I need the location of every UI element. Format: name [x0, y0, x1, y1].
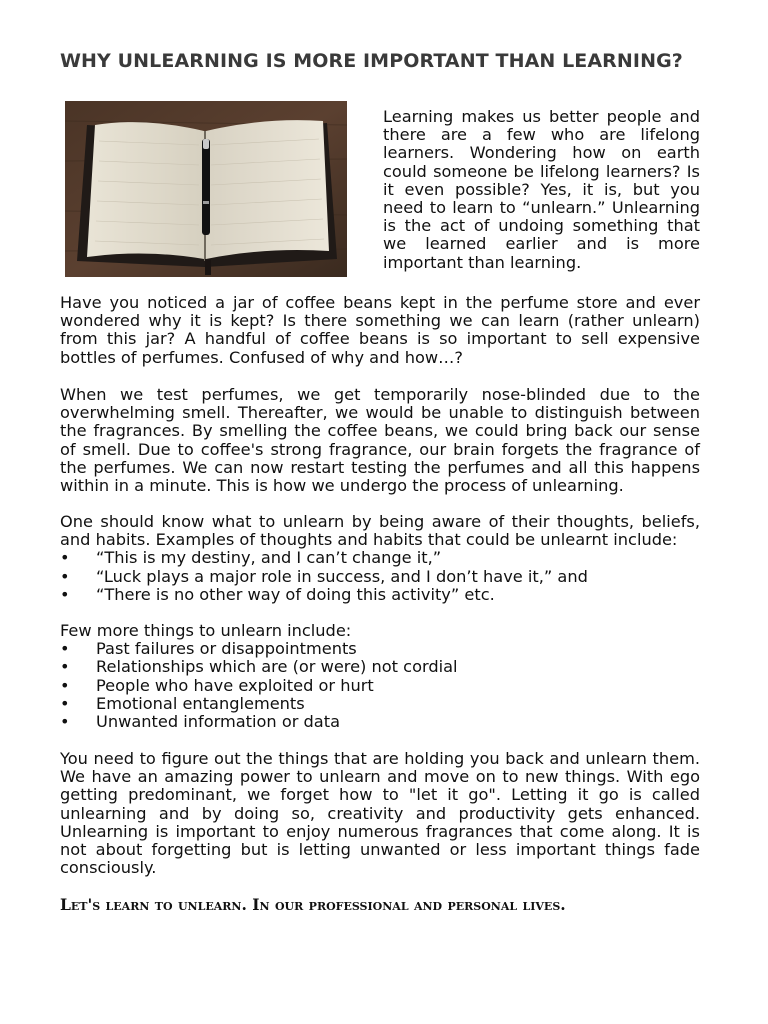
examples-lead: One should know what to unlearn by being aware of their thoughts, beliefs, and habits. Examples of thoughts and habits that could be unlearnt include:	[60, 512, 700, 550]
list-item: • Emotional entanglements	[60, 693, 305, 713]
page-title: WHY UNLEARNING IS MORE IMPORTANT THAN LEARNING?	[60, 50, 683, 72]
more-list	[60, 640, 700, 731]
bullet-icon: •	[60, 566, 70, 586]
conclusion-paragraph: You need to figure out the things that are holding you back and unlearn them. We have an amazing power to unlearn and move on to new things. With ego getting predominant, we forget how to "let it go". Letting it go is called unlearning and by doing so, creativity and productivity gets enhanced. Unlearning is important to enjoy numerous fragrances that come along. It is not about forgetting but is letting unwanted or less important things fade consciously.	[60, 749, 700, 878]
nose-blind-paragraph: When we test perfumes, we get temporarily nose-blinded due to the overwhelming smell. Thereafter, we would be unable to distinguish between the fragrances. By smelling the coffee beans, we could bring back our sense of smell. Due to coffee's strong fragrance, our brain forgets the fragrance of the perfumes. We can now restart testing the perfumes and all this happens within in a minute. This is how we undergo the process of unlearning.	[60, 385, 700, 496]
list-item: • Relationships which are (or were) not cordial	[60, 657, 458, 677]
list-item: • Unwanted information or data	[60, 712, 340, 732]
bullet-icon: •	[60, 639, 70, 659]
list-item: • “This is my destiny, and I can’t change it,”	[60, 548, 442, 568]
list-item: • “Luck plays a major role in success, and I don’t have it,” and	[60, 566, 588, 586]
list-item: • Past failures or disappointments	[60, 639, 357, 659]
list-item: • “There is no other way of doing this activity” etc.	[60, 584, 495, 604]
bullet-icon: •	[60, 584, 70, 604]
bullet-icon: •	[60, 657, 70, 677]
more-section	[60, 622, 700, 731]
intro-paragraph: Learning makes us better people and there are a few who are lifelong learners. Wondering how on earth could someone be lifelong learners? Is it even possible? Yes, it is, but you need to learn to “unlearn.” Unlearning is the act of undoing something that we learned earlier and is more important than learning.	[383, 107, 700, 272]
examples-section	[60, 513, 700, 604]
open-notebook-with-pen-photo	[65, 101, 347, 277]
bullet-icon: •	[60, 712, 70, 732]
coffee-jar-paragraph: Have you noticed a jar of coffee beans kept in the perfume store and ever wondered why it is kept? Is there something we can learn (rather unlearn) from this jar? A handful of coffee beans is so important to sell expensive bottles of perfumes. Confused of why and how…?	[60, 293, 700, 367]
examples-list	[60, 549, 700, 604]
bullet-icon: •	[60, 675, 70, 695]
bullet-icon: •	[60, 693, 70, 713]
list-item: • People who have exploited or hurt	[60, 675, 374, 695]
bullet-icon: •	[60, 548, 70, 568]
closing-line: Let's learn to unlearn. In our professional and personal lives.	[60, 895, 566, 914]
more-lead: Few more things to unlearn include:	[60, 621, 352, 640]
